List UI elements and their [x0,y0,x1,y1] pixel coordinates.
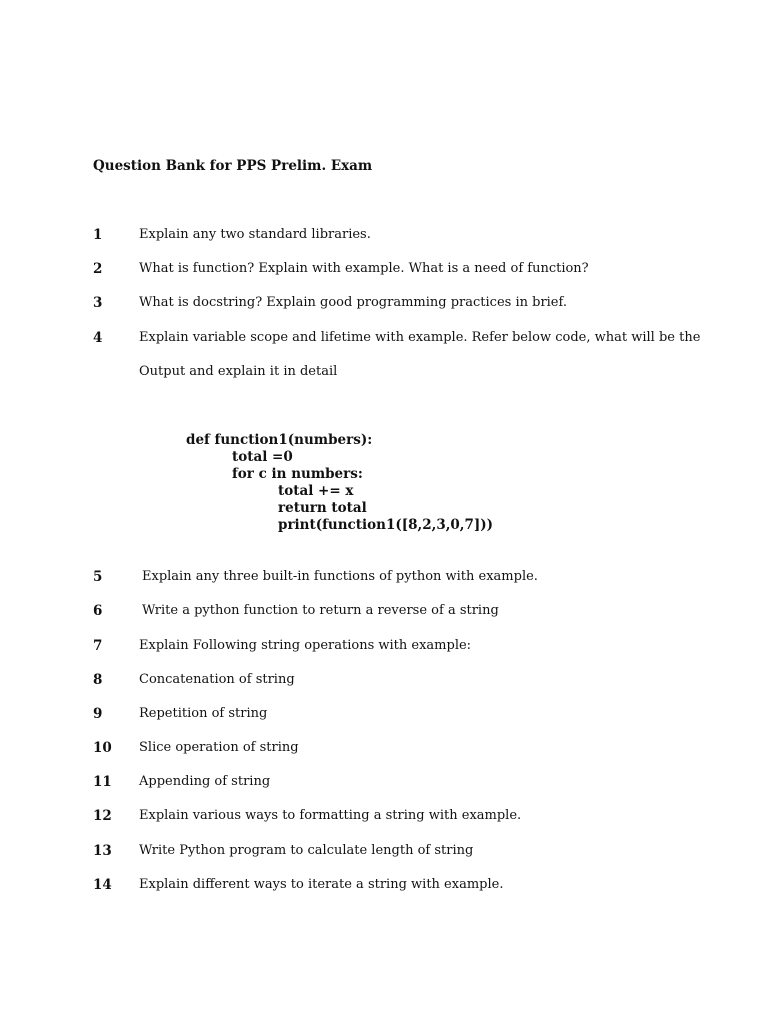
question-text: Explain variable scope and lifetime with example. Refer below code, what will be the [139,330,701,345]
question-number: 9 [93,706,103,722]
question-number: 4 [93,330,103,346]
question-number: 14 [93,877,112,893]
question-text: Write a python function to return a reverse of a string [142,603,499,618]
question-text: Explain any two standard libraries. [139,227,371,242]
code-line: for c in numbers: [232,466,363,482]
code-line: total =0 [232,449,293,465]
question-number: 2 [93,261,103,277]
question-number: 6 [93,603,103,619]
question-number: 1 [93,227,103,243]
question-text: What is docstring? Explain good programming practices in brief. [139,295,567,310]
code-line: return total [278,500,367,516]
question-number: 3 [93,295,103,311]
question-number: 12 [93,808,112,824]
code-line: total += x [278,483,354,499]
question-text: Explain various ways to formatting a string with example. [139,808,522,823]
question-number: 13 [93,843,112,859]
question-text: What is function? Explain with example. What is a need of function? [139,261,589,276]
question-text: Write Python program to calculate length of string [139,843,474,858]
code-block [186,432,493,534]
question-text: Repetition of string [139,706,268,721]
code-line: print(function1([8,2,3,0,7])) [278,517,494,533]
question-text: Explain any three built-in functions of python with example. [142,569,538,584]
question-text: Explain Following string operations with example: [139,638,472,653]
question-text: Appending of string [139,774,271,789]
question-number: 10 [93,740,112,756]
question-number: 11 [93,774,112,790]
code-line: def function1(numbers): [186,432,373,448]
question-number: 7 [93,638,103,654]
question-text: Slice operation of string [139,740,299,755]
page-title: Question Bank for PPS Prelim. Exam [93,158,373,174]
question-number: 5 [93,569,103,585]
question-text: Explain different ways to iterate a string with example. [139,877,504,892]
question-text: Concatenation of string [139,672,295,687]
question-number: 8 [93,672,103,688]
question-continuation: Output and explain it in detail [139,364,338,379]
